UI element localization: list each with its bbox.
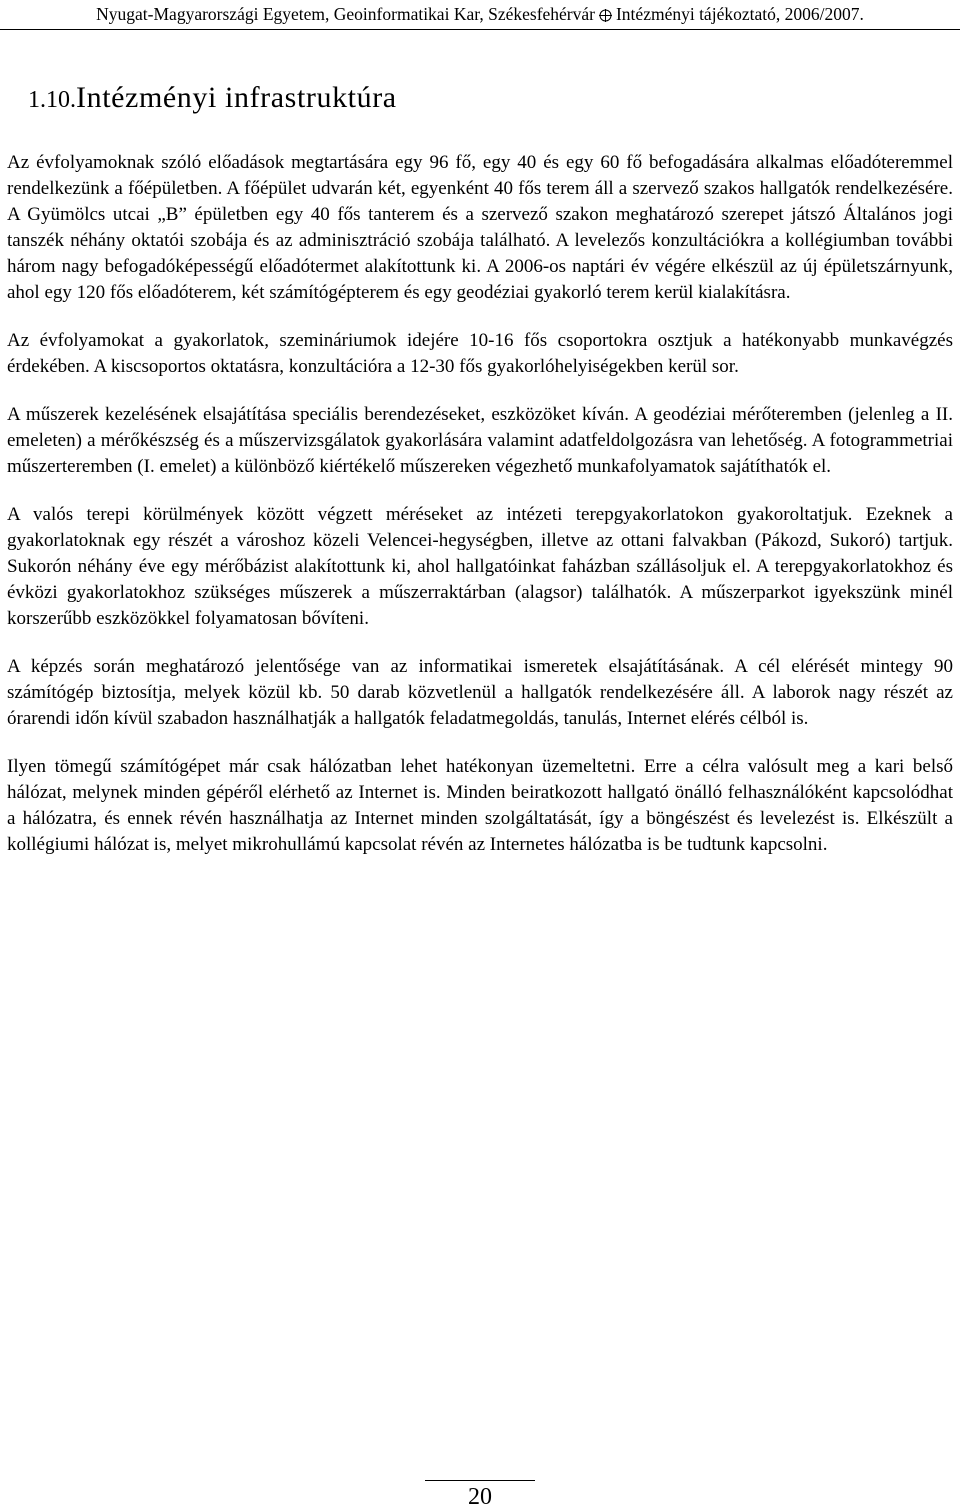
- section-title: Intézményi infrastruktúra: [76, 81, 397, 114]
- section-heading: [28, 76, 397, 122]
- paragraph: A képzés során meghatározó jelentősége van az informatikai ismeretek elsajátításának. A cél elérését mintegy 90 számítógép biztosítja, melyek közül kb. 50 darab közvetlenül a hallgatók rendelkezésére áll. A laborok nagy részét az órarendi időn kívül szabadon használhatják a hallgatók feladatmegoldás, tanulás, Internet elérés célból is.: [7, 656, 953, 729]
- header-divider: [0, 29, 960, 30]
- circle-plus-icon: [599, 9, 612, 22]
- header-document-title: Intézményi tájékoztató, 2006/2007.: [615, 4, 864, 24]
- running-header: [0, 4, 960, 24]
- body-text: [7, 150, 953, 880]
- paragraph: A műszerek kezelésének elsajátítása speciális berendezéseket, eszközöket kíván. A geodéziai mérőteremben (jelenleg a II. emeleten) a mérőkészség és a műszervizsgálatok gyakorlására valamint adatfeldolgozásra van lehetőség. A fotogrammetriai műszerteremben (I. emelet) a különböző kiértékelő műszereken végezhető munkafolyamatok sajátíthatók el.: [7, 404, 953, 477]
- paragraph: Az évfolyamoknak szóló előadások megtartására egy 96 fő, egy 40 és egy 60 fő befogadására alkalmas előadóteremmel rendelkezünk a főépületben. A főépület udvarán két, egyenként 40 fős terem áll a szervező szakos hallgatók rendelkezésére. A Gyümölcs utcai „B” épületben egy 40 fős tanterem és a szervező szakon meghatározó szerepet játszó Általános jogi tanszék néhány oktatói szobája és az adminisztráció szobája található. A levelezős konzultációkra a kollégiumban további három nagy befogadóképességű előadótermet alakítottunk ki. A 2006-os naptári év végére elkészül az új épületszárnyunk, ahol egy 120 fős előadóterem, két számítógépterem és egy geodéziai gyakorló terem kerül kialakításra.: [7, 152, 953, 303]
- paragraph: Az évfolyamokat a gyakorlatok, szemináriumok idejére 10-16 fős csoportokra osztjuk a hatékonyabb munkavégzés érdekében. A kiscsoportos oktatásra, konzultációra a 12-30 fős gyakorlóhelyiségekben kerül sor.: [7, 330, 953, 377]
- section-number: 1.10.: [28, 87, 76, 113]
- header-institution: Nyugat-Magyarországi Egyetem, Geoinformatikai Kar, Székesfehérvár: [96, 4, 595, 24]
- footer-divider: [425, 1480, 535, 1481]
- page-number: 20: [468, 1484, 492, 1510]
- paragraph: A valós terepi körülmények között végzett méréseket az intézeti terepgyakorlatokon gyakoroltatjuk. Ezeknek a gyakorlatoknak egy részét a városhoz közeli Velencei-hegységben, illetve az ottani falvakban (Pákozd, Sukoró) tartjuk. Sukorón néhány éve egy mérőbázist alakítottunk ki, ahol hallgatóinkat faházban szállásoljuk el. A terepgyakorlatokhoz és évközi gyakorlatokhoz szükséges műszerek a műszerraktárban (alagsor) találhatók. A műszerparkot igyekszünk minél korszerűbb eszközökkel folyamatosan bővíteni.: [7, 504, 953, 629]
- paragraph: Ilyen tömegű számítógépet már csak hálózatban lehet hatékonyan üzemeltetni. Erre a célra valósult meg a kari belső hálózat, melynek minden gépéről elérhető az Internet is. Minden beiratkozott hallgató önálló felhasználóként kapcsolódhat a hálózatra, és ennek révén használhatja az Internet minden szolgáltatását, így a böngészést és levelezést is. Elkészült a kollégiumi hálózat is, melyet mikrohullámú kapcsolat révén az Internetes hálózatba is be tudtunk kapcsolni.: [7, 756, 953, 855]
